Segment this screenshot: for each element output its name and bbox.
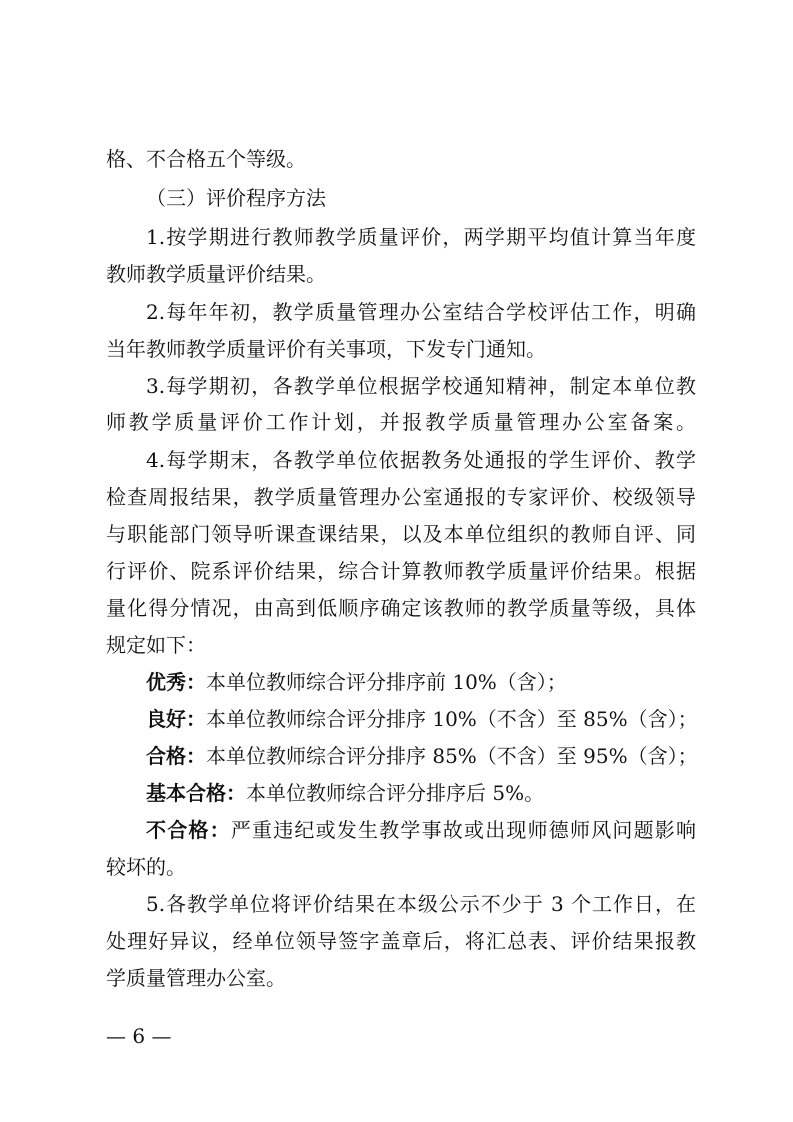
page-number: — 6 — — [106, 1024, 172, 1048]
grade-good — [146, 707, 698, 731]
grade-label: 基本合格： — [146, 781, 246, 805]
paragraph-line: 规定如下： — [106, 633, 206, 657]
paragraph-line: 处理好异议，经单位领导签字盖章后，将汇总表、评价结果报教 — [106, 929, 696, 953]
grade-basic-pass — [146, 781, 544, 805]
grade-text: 本单位教师综合评分排序 10%（不含）至 85%（含）； — [206, 707, 698, 731]
paragraph-line: 较坏的。 — [106, 855, 186, 879]
paragraph-line: 5.各教学单位将评价结果在本级公示不少于 3 个工作日，在 — [146, 892, 696, 916]
paragraph-line: 格、不合格五个等级。 — [106, 147, 306, 171]
grade-label: 不合格： — [146, 818, 231, 842]
grade-label: 优秀： — [146, 670, 206, 694]
grade-text: 本单位教师综合评分排序后 5%。 — [246, 781, 545, 805]
paragraph-line: 量化得分情况，由高到低顺序确定该教师的教学质量等级，具体 — [106, 596, 696, 620]
paragraph-line: 4.每学期末，各教学单位依据教务处通报的学生评价、教学 — [146, 448, 696, 472]
grade-label: 合格： — [146, 744, 206, 768]
paragraph-line: 3.每学期初，各教学单位根据学校通知精神，制定本单位教 — [146, 374, 696, 398]
grade-excellent — [146, 670, 567, 694]
paragraph-line: 学质量管理办公室。 — [106, 966, 286, 990]
grade-label: 良好： — [146, 707, 206, 731]
paragraph-line: 师教学质量评价工作计划，并报教学质量管理办公室备案。 — [106, 410, 696, 434]
grade-text: 严重违纪或发生教学事故或出现师德师风问题影响 — [230, 818, 697, 842]
paragraph-line: 当年教师教学质量评价有关事项，下发专门通知。 — [106, 337, 546, 361]
paragraph-line: 2.每年年初，教学质量管理办公室结合学校评估工作，明确 — [146, 300, 696, 324]
section-heading: （三）评价程序方法 — [146, 186, 326, 210]
grade-text: 本单位教师综合评分排序 85%（不含）至 95%（含）； — [206, 744, 698, 768]
grade-text: 本单位教师综合评分排序前 10%（含）； — [206, 670, 567, 694]
paragraph-line: 检查周报结果，教学质量管理办公室通报的专家评价、校级领导 — [106, 485, 696, 509]
paragraph-line: 与职能部门领导听课查课结果，以及本单位组织的教师自评、同 — [106, 522, 696, 546]
grade-pass — [146, 744, 698, 768]
paragraph-line: 教师教学质量评价结果。 — [106, 262, 326, 286]
paragraph-line: 1.按学期进行教师教学质量评价，两学期平均值计算当年度 — [146, 225, 696, 249]
paragraph-line: 行评价、院系评价结果，综合计算教师教学质量评价结果。根据 — [106, 559, 696, 583]
grade-fail — [146, 818, 696, 842]
